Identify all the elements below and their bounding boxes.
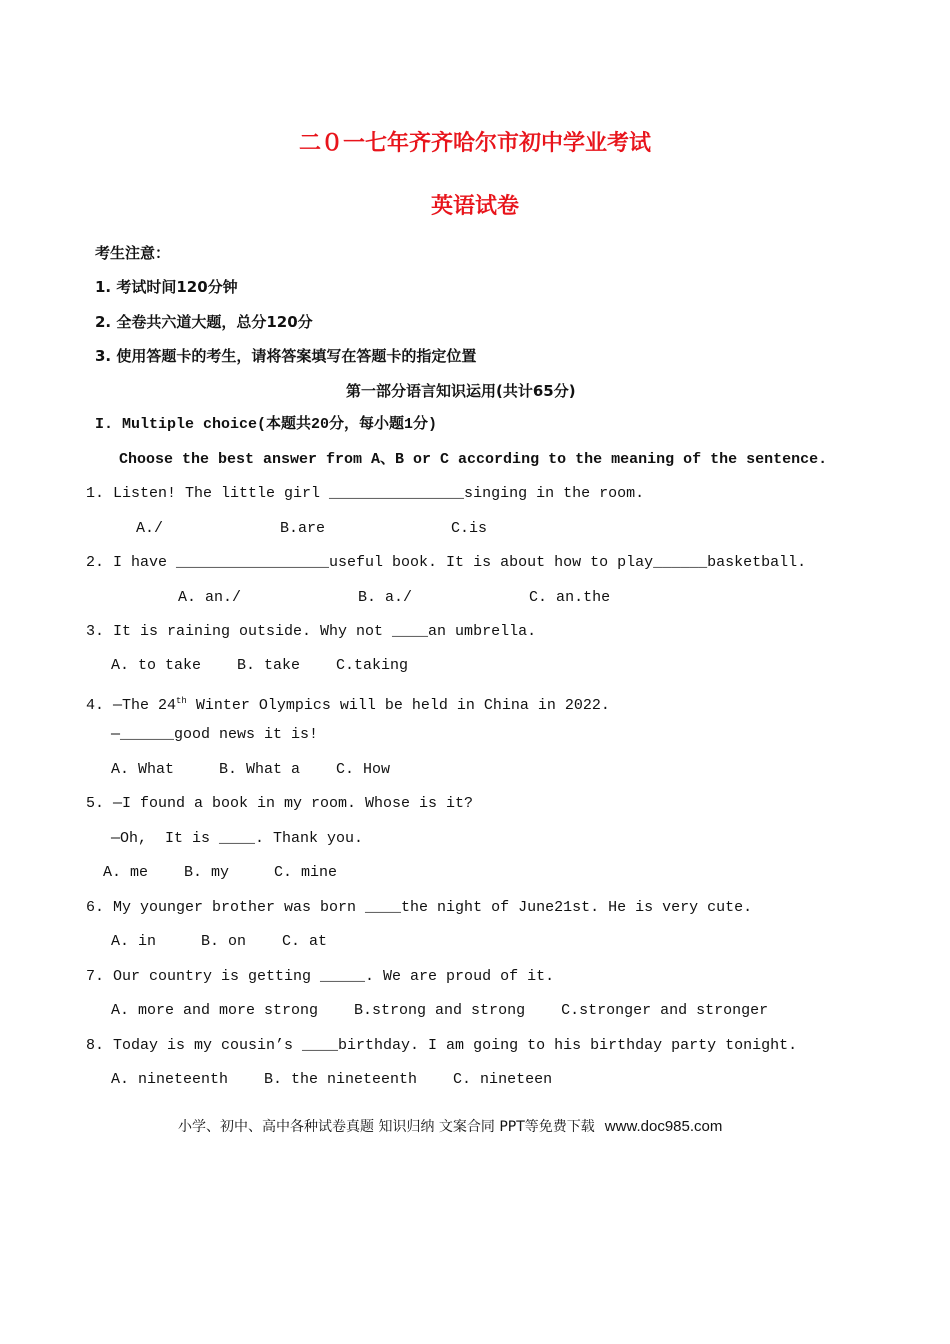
notice-heading: 考生注意：: [95, 244, 171, 262]
question-stem: 3. It is raining outside. Why not ____an umbrella.: [86, 623, 537, 640]
footer-text: 小学、初中、高中各种试卷真题 知识归纳 文案合同 PPT等免费下载: [178, 1119, 595, 1135]
question-stem: 1. Listen! The little girl _______________singing in the room.: [86, 485, 645, 502]
section-heading: I. Multiple choice(本题共20分，每小题1分): [95, 416, 438, 433]
footer-link[interactable]: www.doc985.com: [604, 1118, 723, 1135]
part-heading: 第一部分语言知识运用(共计65分): [346, 382, 576, 400]
question-stem-reply: —Oh, It is ____. Thank you.: [111, 830, 364, 847]
notice-item: 3. 使用答题卡的考生，请将答案填写在答题卡的指定位置: [95, 347, 477, 365]
notice-item: 2. 全卷共六道大题，总分120分: [95, 313, 313, 331]
question-options: A. an./ B. a./ C. an.the: [178, 589, 611, 606]
question-options: A. in B. on C. at: [111, 933, 328, 950]
exam-subtitle: 英语试卷: [430, 193, 519, 219]
notice-item: 1. 考试时间120分钟: [95, 278, 238, 296]
section-instruction: Choose the best answer from A、B or C according to the meaning of the sentence.: [119, 451, 828, 468]
question-options: A. me B. my C. mine: [103, 864, 338, 881]
question-options: A. to take B. take C.taking: [111, 657, 409, 674]
exam-title: 二０一七年齐齐哈尔市初中学业考试: [298, 130, 651, 156]
question-options: A. nineteenth B. the nineteenth C. nineteen: [111, 1071, 553, 1088]
question-stem: 8. Today is my cousin’s ____birthday. I am going to his birthday party tonight.: [86, 1037, 798, 1054]
question-stem: 2. I have _________________useful book. It is about how to play______basketball.: [86, 554, 807, 571]
question-options: A. more and more strong B.strong and strong C.stronger and stronger: [111, 1002, 769, 1019]
question-stem: 7. Our country is getting _____. We are proud of it.: [86, 968, 555, 985]
question-stem: 6. My younger brother was born ____the night of June21st. He is very cute.: [86, 899, 753, 916]
question-stem: 5. —I found a book in my room. Whose is it?: [86, 795, 474, 812]
question-stem: 4. —The 24th Winter Olympics will be held in China in 2022.: [86, 696, 610, 714]
question-options: A./ B.are C.is: [136, 520, 488, 537]
footer: [178, 1116, 722, 1136]
question-options: A. What B. What a C. How: [111, 761, 391, 778]
question-stem-reply: —______good news it is!: [111, 726, 319, 743]
